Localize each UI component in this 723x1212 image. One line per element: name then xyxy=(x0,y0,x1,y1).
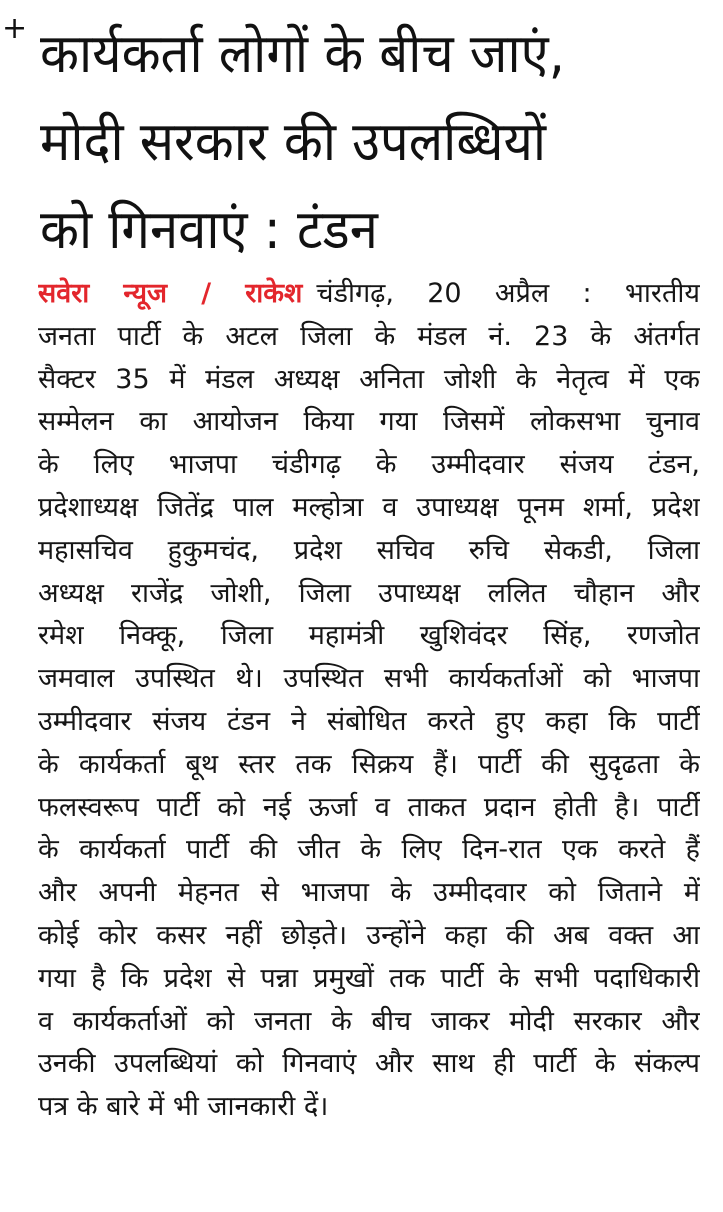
body-line-last: पत्र के बारे में भी जानकारी दें। xyxy=(38,1091,329,1123)
article-headline xyxy=(40,10,675,274)
byline: सवेरा न्यूज / राकेश xyxy=(38,278,303,309)
body-line: और अपनी मेहनत से भाजपा के उम्मीदवार को जिताने में xyxy=(38,877,700,909)
body-line: प्रदेशाध्यक्ष जितेंद्र पाल मल्होत्रा व उपाध्यक्ष पूनम शर्मा, प्रदेश xyxy=(38,491,700,523)
body-line: जमवाल उपस्थित थे। उपस्थित सभी कार्यकर्ताओं को भाजपा xyxy=(38,663,700,695)
headline-line: कार्यकर्ता लोगों के बीच जाएं, xyxy=(40,22,565,85)
article-body xyxy=(38,273,700,1129)
body-line: कोई कोर कसर नहीं छोड़ते। उन्होंने कहा की अब वक्त आ xyxy=(38,919,700,951)
body-line: अध्यक्ष राजेंद्र जोशी, जिला उपाध्यक्ष ललित चौहान और xyxy=(38,577,700,609)
crop-plus-mark: + xyxy=(2,11,28,46)
body-line: उनकी उपलब्धियां को गिनवाएं और साथ ही पार्टी के संकल्प xyxy=(38,1048,700,1080)
body-line: फलस्वरूप पार्टी को नई ऊर्जा व ताकत प्रदान होती है। पार्टी xyxy=(38,791,700,823)
body-line: जनता पार्टी के अटल जिला के मंडल नं. 23 के अंतर्गत xyxy=(38,320,700,352)
body-line: सम्मेलन का आयोजन किया गया जिसमें लोकसभा चुनाव xyxy=(38,406,700,438)
body-line: सैक्टर 35 में मंडल अध्यक्ष अनिता जोशी के नेतृत्व में एक xyxy=(38,363,700,395)
body-line: उम्मीदवार संजय टंडन ने संबोधित करते हुए कहा कि पार्टी xyxy=(38,705,700,737)
body-line: के कार्यकर्ता बूथ स्तर तक सिक्रय हैं। पार्टी की सुदृढता के xyxy=(38,748,700,780)
body-line: रमेश निक्कू, जिला महामंत्री खुशिवंदर सिंह, रणजोत xyxy=(38,620,700,652)
body-line: के कार्यकर्ता पार्टी की जीत के लिए दिन-रात एक करते हैं xyxy=(38,834,700,866)
body-line: गया है कि प्रदेश से पन्ना प्रमुखों तक पार्टी के सभी पदाधिकारी xyxy=(38,962,700,994)
body-line: के लिए भाजपा चंडीगढ़ के उम्मीदवार संजय टंडन, xyxy=(38,449,700,481)
body-line: व कार्यकर्ताओं को जनता के बीच जाकर मोदी सरकार और xyxy=(38,1005,700,1037)
headline-line: को गिनवाएं : टंडन xyxy=(40,198,378,261)
body-line-first xyxy=(38,273,700,316)
body-line: महासचिव हुकुमचंद, प्रदेश सचिव रुचि सेकडी, जिला xyxy=(38,534,700,566)
headline-line: मोदी सरकार की उपलब्धियों xyxy=(40,110,547,173)
dateline: चंडीगढ़, 20 अप्रैल : भारतीय xyxy=(316,278,700,309)
